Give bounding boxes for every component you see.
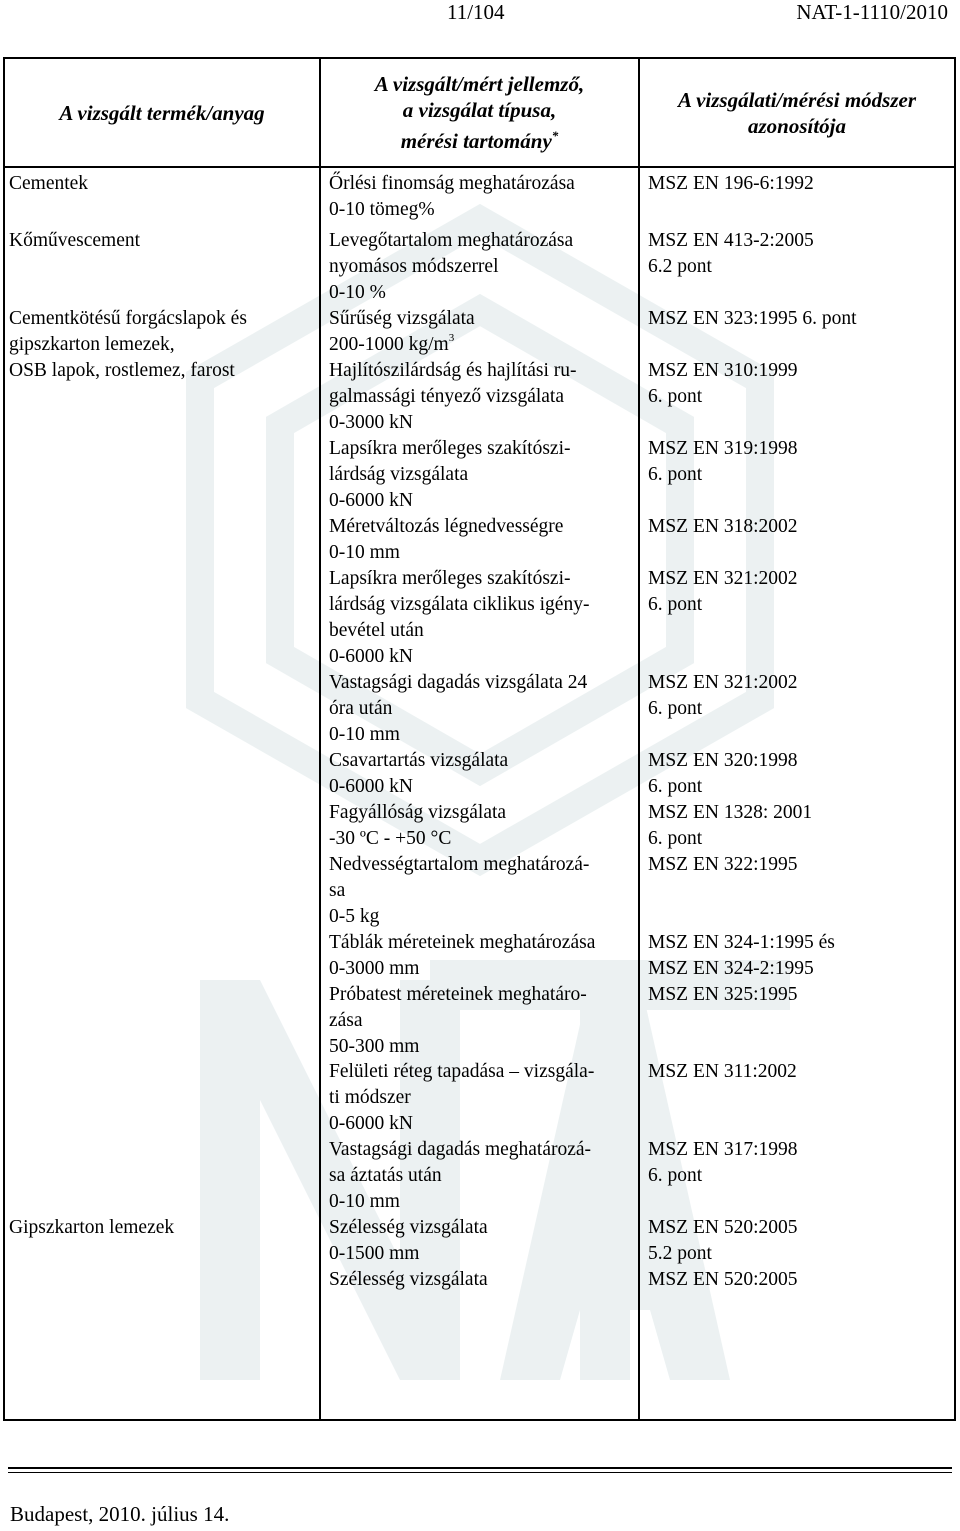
footer-divider — [8, 1467, 952, 1469]
product-cell: Gipszkarton lemezek — [9, 1217, 175, 1238]
method-cell: MSZ EN 1328: 2001 — [648, 802, 813, 823]
property-cell: 0-3000 mm — [329, 958, 420, 979]
product-cell: Cementkötésű forgácslapok és — [9, 308, 247, 329]
method-cell: MSZ EN 325:1995 — [648, 984, 798, 1005]
property-cell: galmassági tényező vizsgálata — [329, 386, 564, 407]
property-cell: bevétel után — [329, 620, 424, 641]
property-cell: sa — [329, 880, 346, 901]
property-cell: Levegőtartalom meghatározása — [329, 230, 574, 251]
property-cell: Lapsíkra merőleges szakítószi- — [329, 438, 571, 459]
method-cell: 6. pont — [648, 776, 703, 797]
method-cell: MSZ EN 317:1998 — [648, 1139, 798, 1160]
property-cell: Próbatest méreteinek meghatáro- — [329, 984, 587, 1005]
product-cell: Cementek — [9, 173, 89, 194]
method-cell: MSZ EN 320:1998 — [648, 750, 798, 771]
property-cell: Nedvességtartalom meghatározá- — [329, 854, 590, 875]
property-cell: 0-10 % — [329, 282, 386, 303]
property-cell: sa áztatás után — [329, 1165, 442, 1186]
column-divider — [638, 57, 640, 1421]
property-cell: nyomásos módszerrel — [329, 256, 499, 277]
property-cell: zása — [329, 1010, 363, 1031]
method-cell: MSZ EN 321:2002 — [648, 568, 798, 589]
method-cell: MSZ EN 323:1995 6. pont — [648, 308, 857, 329]
column-divider — [319, 57, 321, 1421]
property-cell: Táblák méreteinek meghatározása — [329, 932, 596, 953]
property-cell: 0-10 mm — [329, 1191, 400, 1212]
product-cell: gipszkarton lemezek, — [9, 334, 175, 355]
method-cell: 6. pont — [648, 1165, 703, 1186]
property-cell: lárdság vizsgálata ciklikus igény- — [329, 594, 590, 615]
method-cell: MSZ EN 324-1:1995 és — [648, 932, 835, 953]
header-divider — [3, 166, 956, 168]
column-header-method: A vizsgálati/mérési módszer azonosítója — [677, 87, 916, 138]
property-cell: 0-6000 kN — [329, 1113, 413, 1134]
property-cell: 0-3000 kN — [329, 412, 413, 433]
footer-place-date: Budapest, 2010. július 14. — [10, 1502, 230, 1526]
method-cell: 6. pont — [648, 698, 703, 719]
property-cell: 200-1000 $kg/m^3$ — [329, 331, 455, 355]
property-cell: 0-6000 kN — [329, 776, 413, 797]
method-cell: MSZ EN 520:2005 — [648, 1269, 798, 1290]
property-cell: Szélesség vizsgálata — [329, 1217, 488, 1238]
method-cell: MSZ EN 196-6:1992 — [648, 173, 814, 194]
method-cell: MSZ EN 322:1995 — [648, 854, 798, 875]
property-cell: 0-10 tömeg% — [329, 199, 435, 220]
method-cell: MSZ EN 324-2:1995 — [648, 958, 814, 979]
column-header-property: A vizsgált/mért jellemző, a vizsgálat típusa, mérési tartomány* — [374, 72, 585, 153]
product-cell: OSB lapok, rostlemez, farost — [9, 360, 235, 381]
property-cell: lárdság vizsgálata — [329, 464, 469, 485]
property-cell: 0-6000 kN — [329, 646, 413, 667]
method-cell: MSZ EN 319:1998 — [648, 438, 798, 459]
property-cell: Felületi réteg tapadása – vizsgála- — [329, 1061, 595, 1082]
method-cell: 6. pont — [648, 594, 703, 615]
method-cell: MSZ EN 413-2:2005 — [648, 230, 814, 251]
property-cell: 0-10 mm — [329, 724, 400, 745]
property-cell: 0-1500 mm — [329, 1243, 420, 1264]
product-cell: Kőművescement — [9, 230, 141, 251]
method-cell: MSZ EN 321:2002 — [648, 672, 798, 693]
column-header-product: A vizsgált termék/anyag — [59, 100, 265, 125]
method-cell: MSZ EN 311:2002 — [648, 1061, 797, 1082]
footer-divider — [8, 1472, 952, 1473]
method-cell: 6.2 pont — [648, 256, 712, 277]
property-cell: Vastagsági dagadás meghatározá- — [329, 1139, 592, 1160]
property-cell: ti módszer — [329, 1087, 411, 1108]
property-cell: Őrlési finomság meghatározása — [329, 173, 575, 194]
property-cell: Hajlítószilárdság és hajlítási ru- — [329, 360, 577, 381]
property-cell: Sűrűség vizsgálata — [329, 308, 475, 329]
property-cell: Vastagsági dagadás vizsgálata 24 — [329, 672, 588, 693]
property-cell: óra után — [329, 698, 393, 719]
page-number: 11/104 — [447, 0, 505, 24]
method-cell: 5.2 pont — [648, 1243, 712, 1264]
method-cell: MSZ EN 310:1999 — [648, 360, 798, 381]
property-cell: Lapsíkra merőleges szakítószi- — [329, 568, 571, 589]
property-cell: Szélesség vizsgálata — [329, 1269, 488, 1290]
property-cell: 0-6000 kN — [329, 490, 413, 511]
method-cell: 6. pont — [648, 386, 703, 407]
property-cell: Méretváltozás légnedvességre — [329, 516, 564, 537]
method-cell: MSZ EN 318:2002 — [648, 516, 798, 537]
method-cell: 6. pont — [648, 828, 703, 849]
property-cell: 50-300 mm — [329, 1036, 420, 1057]
method-cell: MSZ EN 520:2005 — [648, 1217, 798, 1238]
property-cell: 0-10 mm — [329, 542, 400, 563]
document-id: NAT-1-1110/2010 — [796, 0, 948, 24]
method-cell: 6. pont — [648, 464, 703, 485]
property-cell: 0-5 kg — [329, 906, 380, 927]
property-cell: Fagyállóság vizsgálata — [329, 802, 507, 823]
property-cell: -30 ºC - +50 °C — [329, 828, 452, 849]
property-cell: Csavartartás vizsgálata — [329, 750, 509, 771]
